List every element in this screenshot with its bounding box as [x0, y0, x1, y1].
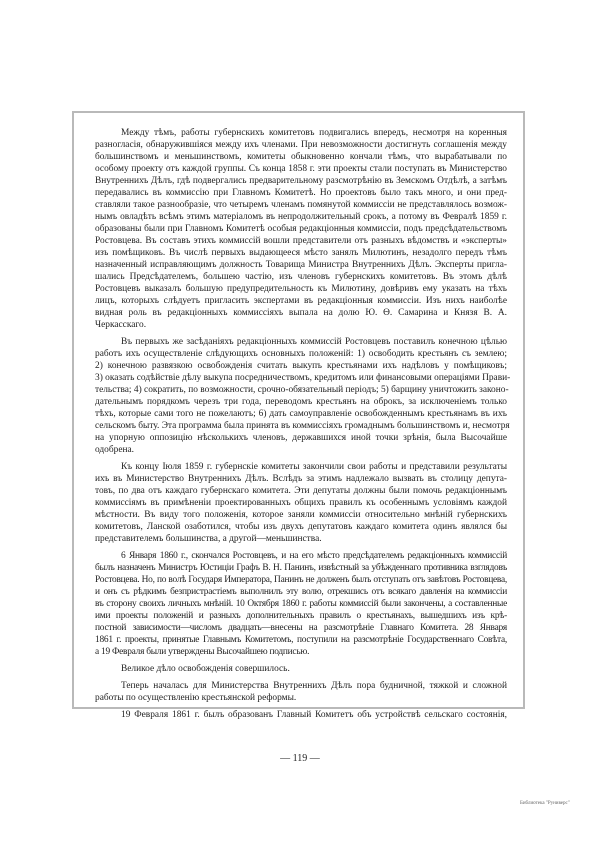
text-line: 6 Января 1860 г., скончался Ростовцевъ, и на его мѣсто предсѣдателемъ редакціонныхъ коммиссій — [121, 551, 507, 561]
text-line: разногласія, обнаружившіяся между ихъ членами. При невозможности достигнуть соглашенія между — [95, 140, 507, 150]
paragraph — [95, 550, 507, 658]
text-line: дательнымъ порядкомъ черезъ три года, переводомъ крестьянъ на оброкъ, за исключеніемъ только — [95, 397, 507, 407]
paragraph — [95, 709, 507, 721]
text-line: шались Предсѣдателемъ, большею частію, изъ членовъ губернскихъ комитетовъ. Въ этомъ дѣлѣ — [95, 272, 507, 282]
text-line: коммиссіямъ въ примѣненіи проектированныхъ общихъ правилъ къ особеннымъ условіямъ каждой — [95, 498, 507, 508]
text-line: нымъ овладѣть всѣмъ этимъ матеріаломъ въ непродолжительный срокъ, а потому въ Февралѣ 1859 г. — [95, 212, 507, 222]
text-line: назначенный исправляющимъ должность Товарища Министра Внутреннихъ Дѣлъ. Эксперты пригла- — [95, 260, 507, 270]
text-line: работы по осуществленію крестьянской реформы. — [95, 693, 297, 703]
text-line: комитетовъ, Ланской озаботился, чтобы изъ двухъ депутатовъ каждаго комитета одинъ являлся бы — [95, 522, 507, 532]
text-line: ставляли такое разнообразіе, что четыремъ членамъ помянутой коммиссіи не представлялось возмож- — [95, 200, 507, 210]
text-line: на упорную оппозицію нѣсколькихъ членовъ, державшихся иной точки зрѣнія, была Высочайше — [95, 433, 507, 443]
text-line: Черкасскаго. — [95, 320, 147, 330]
text-line: сельскомъ быту. Эта программа была принята въ коммиссіяхъ громаднымъ большинствомъ и, несмотря — [95, 421, 510, 431]
text-line: ими проекты положеній и разныхъ дополнительныхъ правилъ о крестьянахъ, вышедшихъ изъ крѣ- — [95, 611, 507, 621]
text-line: изъ помѣщиковъ. Въ числѣ первыхъ выдающееся мѣсто занялъ Милютинъ, незадолго передъ тѣмъ — [95, 248, 507, 258]
text-line: ихъ въ Министерство Внутреннихъ Дѣлъ. Вслѣдъ за этимъ надлежало вызвать въ столицу депута- — [95, 474, 507, 484]
text-line: мѣстности. Въ виду того положенія, которое заняли коммиссіи относительно мнѣній губернскихъ — [95, 510, 507, 520]
text-line: образованы были при Главномъ Комитетѣ особыя редакціонныя коммиссіи, подъ предсѣдательствомъ — [95, 224, 507, 234]
text-line: работъ ихъ осуществленіе слѣдующихъ основныхъ положеній: 1) освободить крестьянъ съ землею; — [95, 349, 507, 359]
page-number: — 119 — — [280, 753, 320, 764]
paragraph — [95, 663, 507, 675]
text-line: лицъ, которыхъ слѣдуетъ пригласить экспертами въ редакціонныя коммиссіи. Изъ нихъ наиболѣе — [95, 296, 507, 306]
text-line: Великое дѣло освобожденія совершилось. — [121, 664, 290, 674]
text-line: Теперь началась для Министерства Внутреннихъ Дѣлъ пора будничной, тяжкой и сложной — [121, 681, 507, 691]
text-line: Ростовцева. Но, по волѣ Государя Императора, Панинъ не долженъ былъ отступать отъ завѣтовъ Ростовцева, — [95, 575, 507, 585]
text-line: передавались въ коммиссію при Главномъ Комитетѣ. Но проектовъ было такъ много, и они пред- — [95, 188, 507, 198]
text-line: большинствомъ и меньшинствомъ, комитеты обыкновенно кончали тѣмъ, что вырабатывали по — [95, 152, 507, 162]
text-line: Къ концу Іюля 1859 г. губернскіе комитеты закончили свои работы и представили результаты — [121, 462, 507, 472]
text-line: Внутреннихъ Дѣлъ, гдѣ подвергались предварительному разсмотрѣнію въ Земскомъ Отдѣлѣ, а затѣмъ — [95, 176, 507, 186]
text-line: былъ назначенъ Министръ Юстиціи Графъ В. Н. Панинъ, извѣстный за убѣжденнаго противника взглядовъ — [95, 563, 507, 573]
paragraph — [95, 127, 507, 331]
text-line: тѣхъ, которые сами того не пожелаютъ; 6) дать самоуправленіе освобожденнымъ крестьянамъ въ ихъ — [95, 409, 507, 419]
library-watermark: Библиотека "Руниверс" — [520, 801, 570, 806]
text-line: Между тѣмъ, работы губернскихъ комитетовъ подвигались впередъ, несмотря на коренныя — [121, 128, 507, 138]
text-line: 3) оказать содѣйствіе дѣлу выкупа посредничествомъ, кредитомъ или финансовыми операціями Прави- — [95, 373, 511, 383]
text-line: и онъ съ рѣдкимъ безпристрастіемъ выполнилъ эту волю, отрекшись отъ всякаго давленія на коммиссіи — [95, 587, 507, 597]
text-line: особому проекту отъ каждой группы. Съ конца 1858 г. эти проекты стали поступать въ Министерство — [95, 164, 507, 174]
text-line: одобрена. — [95, 445, 135, 455]
text-line: товъ, по два отъ каждаго губернскаго комитета. Эти депутаты должны были помочь редакціоннымъ — [95, 486, 507, 496]
text-line: 19 Февраля 1861 г. былъ образованъ Главный Комитетъ объ устройствѣ сельскаго состоянія, — [121, 710, 507, 720]
text-line: тельства; 4) сократить, по возможности, срочно-обязательный періодъ; 5) барщину уничтожить законо- — [95, 385, 509, 395]
text-line: Въ первыхъ же засѣданіяхъ редакціонныхъ коммиссій Ростовцевъ поставилъ конечною цѣлью — [121, 337, 507, 347]
paragraph — [95, 680, 507, 704]
text-line: въ сторону своихъ личныхъ мнѣній. 10 Октября 1860 г. работы коммиссій были закончены, а составленные — [95, 599, 507, 609]
text-line: постной зависимости—числомъ двадцать—внесены на разсмотрѣніе Главнаго Комитета. 28 Января — [95, 623, 507, 633]
text-line: 2) конечною развязкою освобожденія считать выкупъ крестьянами ихъ надѣловъ у помѣщиковъ; — [95, 361, 507, 371]
text-line: Ростовцевъ выказалъ большую предупредительность къ Милютину, довѣривъ ему указать на тѣхъ — [95, 284, 507, 294]
paragraph — [95, 336, 511, 456]
text-line: 1861 г. проекты, принятые Главнымъ Комитетомъ, поступили на разсмотрѣніе Государственнаго Совѣта, — [95, 635, 507, 645]
text-line: представителемъ большинства, а другой—меньшинства. — [95, 534, 322, 544]
paragraph — [95, 461, 507, 545]
text-line: видная роль въ редакціонныхъ коммиссіяхъ выпала на долю Ю. Ѳ. Самарина и Князя В. А. — [95, 308, 507, 318]
body-text — [95, 127, 511, 721]
text-line: а 19 Февраля были утверждены Высочайшею подписью. — [95, 647, 310, 657]
text-line: Ростовцева. Въ составъ этихъ коммиссій вошли представители отъ разныхъ вѣдомствъ и «эксперты» — [95, 236, 507, 246]
